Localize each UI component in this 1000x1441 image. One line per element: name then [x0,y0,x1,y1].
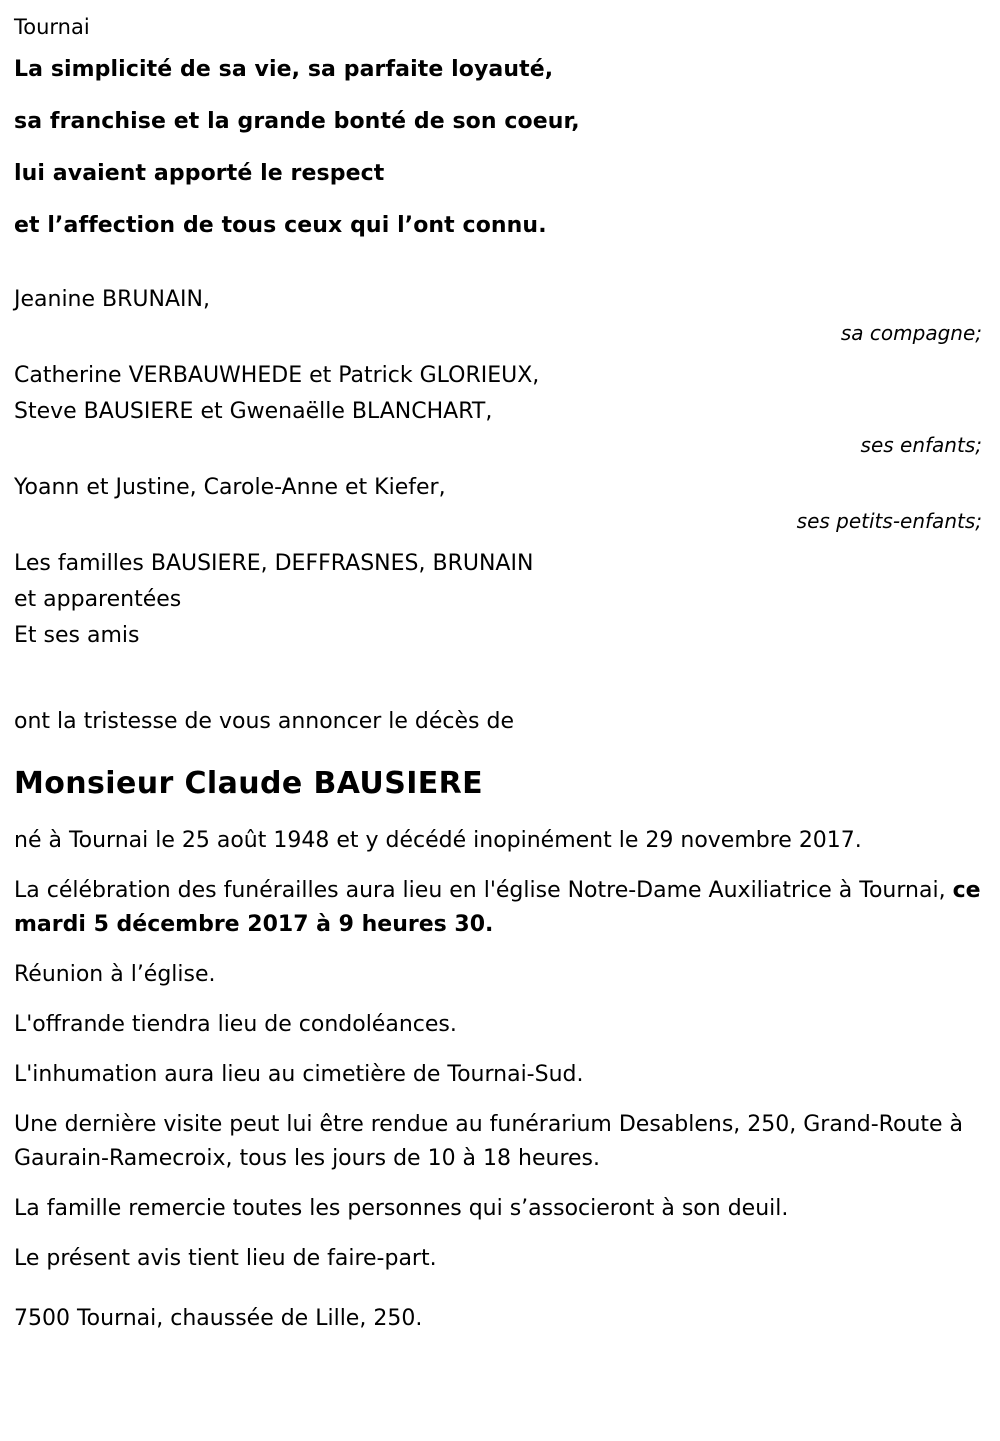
announcement-text: ont la tristesse de vous annoncer le décès de [14,709,515,734]
family-names: Steve BAUSIERE et Gwenaëlle BLANCHART, [14,399,493,424]
family-group [14,358,986,460]
verse-line: sa franchise et la grande bonté de son coeur, [14,109,580,134]
family-block [14,282,986,654]
burial-paragraph: L'inhumation aura lieu au cimetière de Tournai-Sud. [14,1062,584,1087]
birth-death-paragraph: né à Tournai le 25 août 1948 et y décédé inopinément le 29 novembre 2017. [14,828,862,853]
offering-paragraph: L'offrande tiendra lieu de condoléances. [14,1012,457,1037]
address-line: 7500 Tournai, chaussée de Lille, 250. [14,1306,423,1331]
funeral-paragraph [14,874,986,942]
verse-line: lui avaient apporté le respect [14,161,385,186]
funeral-datetime: ce mardi 5 décembre 2017 à 9 heures 30. [14,878,981,937]
visit-paragraph: Une dernière visite peut lui être rendue au funérarium Desablens, 250, Grand-Route à Gaurain-Ramecroix, tous les jours de 10 à 18 heures. [14,1112,964,1171]
family-role: ses petits-enfants; [796,509,982,533]
thanks-paragraph: La famille remercie toutes les personnes qui s’associeront à son deuil. [14,1196,789,1221]
city-label: Tournai [14,15,90,39]
family-names: Les familles BAUSIERE, DEFFRASNES, BRUNAIN [14,551,534,576]
verse-line: et l’affection de tous ceux qui l’ont connu. [14,213,547,238]
family-group [14,282,986,348]
deceased-name: Monsieur Claude BAUSIERE [14,766,484,801]
family-role: ses enfants; [860,433,982,457]
family-names: Et ses amis [14,623,140,648]
family-group [14,546,986,654]
family-group [14,470,986,536]
family-names: et apparentées [14,587,182,612]
family-names: Jeanine BRUNAIN, [14,287,210,312]
meeting-paragraph: Réunion à l’église. [14,962,216,987]
notice-statement-paragraph: Le présent avis tient lieu de faire-part. [14,1246,437,1271]
family-role: sa compagne; [840,321,982,345]
verse-block [14,44,986,252]
verse-line: La simplicité de sa vie, sa parfaite loyauté, [14,57,554,82]
funeral-text: La célébration des funérailles aura lieu en l'église Notre-Dame Auxiliatrice à Tournai, [14,878,953,903]
family-names: Catherine VERBAUWHEDE et Patrick GLORIEUX, [14,363,540,388]
family-names: Yoann et Justine, Carole-Anne et Kiefer, [14,475,446,500]
